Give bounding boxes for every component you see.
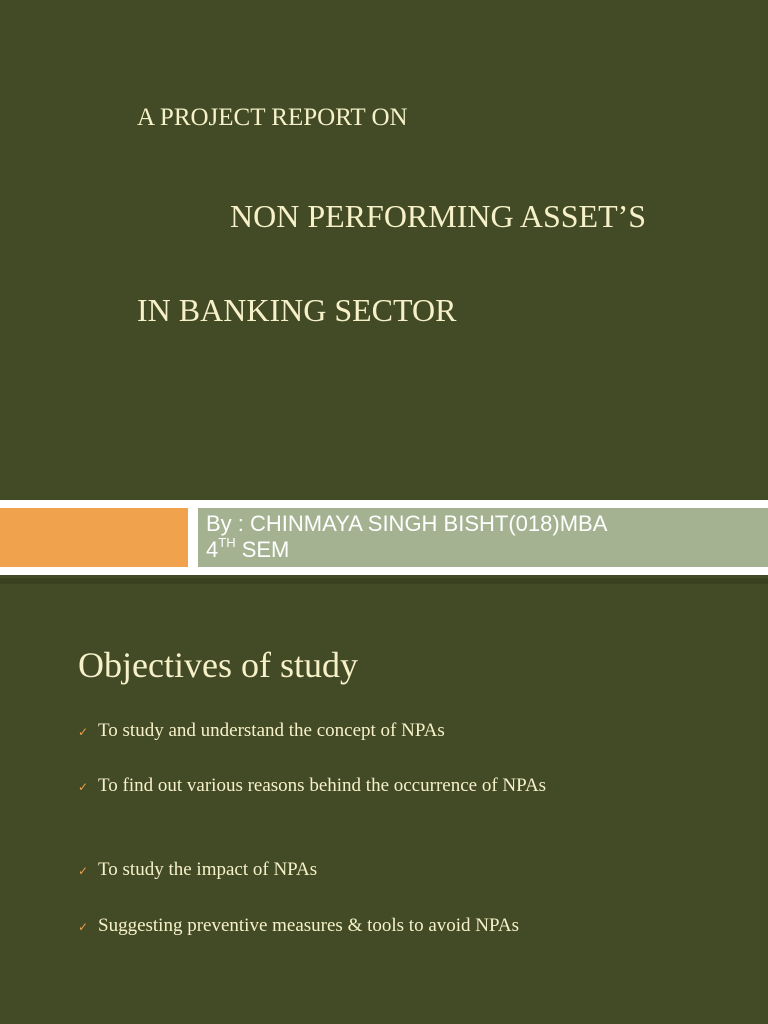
objective-text: To find out various reasons behind the occurrence of NPAs	[98, 775, 547, 796]
author-band	[0, 500, 768, 575]
objectives-title: Objectives of study	[78, 645, 358, 685]
checkmark-icon: ✓	[78, 920, 89, 934]
objectives-slide	[0, 584, 768, 1024]
objective-item	[78, 720, 445, 742]
objective-item	[78, 775, 546, 797]
author-semester-number: 4	[206, 537, 219, 562]
checkmark-icon: ✓	[78, 780, 89, 794]
objective-item	[78, 859, 317, 881]
objective-text: To study and understand the concept of NPAs	[98, 720, 445, 741]
author-semester-suffix: TH	[218, 534, 236, 550]
author-text	[206, 511, 746, 563]
title-line-2: IN BANKING SECTOR	[137, 292, 457, 328]
author-semester-label: SEM	[235, 537, 290, 562]
title-line-1: NON PERFORMING ASSET’S	[230, 198, 647, 234]
accent-block	[0, 508, 188, 567]
author-box	[198, 508, 768, 567]
pre-title: A PROJECT REPORT ON	[137, 104, 408, 131]
author-line-1: By : CHINMAYA SINGH BISHT(018)MBA	[206, 511, 608, 536]
objective-text: Suggesting preventive measures & tools to avoid NPAs	[98, 915, 519, 936]
objective-text: To study the impact of NPAs	[98, 859, 318, 880]
checkmark-icon: ✓	[78, 725, 89, 739]
checkmark-icon: ✓	[78, 864, 89, 878]
objective-item	[78, 915, 519, 937]
